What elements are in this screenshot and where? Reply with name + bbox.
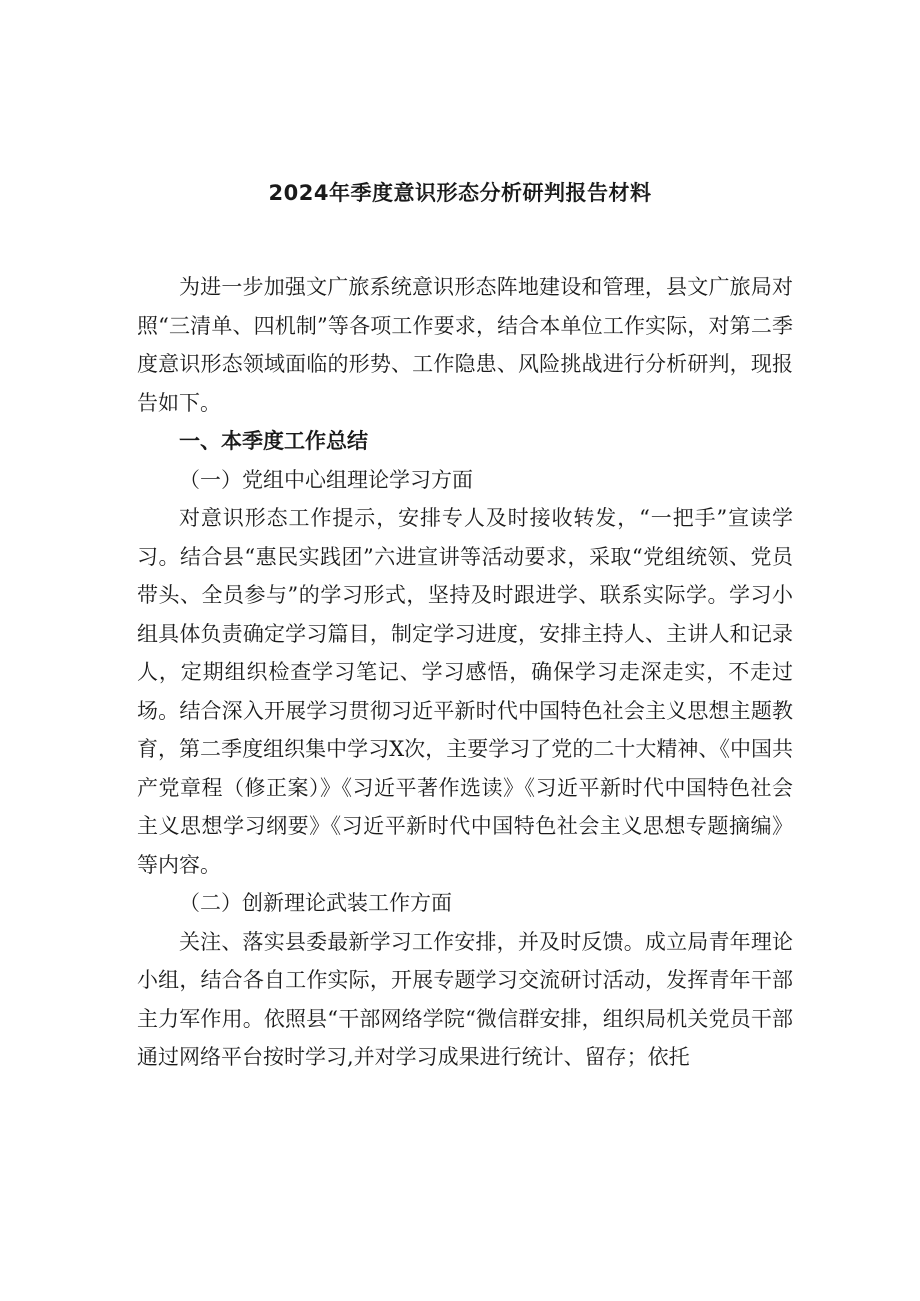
- section-heading-1: 一、本季度工作总结: [179, 429, 368, 453]
- intro-paragraph: 为进一步加强文广旅系统意识形态阵地建设和管理，县文广旅局对照“三清单、四机制”等各项工作要求，结合本单位工作实际，对第二季度意识形态领域面临的形势、工作隐患、风险挑战进行分析研判，现报告如下。: [137, 275, 793, 415]
- subsection-paragraph-1: 对意识形态工作提示，安排专人及时接收转发，“一把手”宣读学习。结合县“惠民实践团”六进宣讲等活动要求，采取“党组统领、党员带头、全员参与”的学习形式，坚持及时跟进学、联系实际学。学习小组具体负责确定学习篇目，制定学习进度，安排主持人、主讲人和记录人，定期组织检查学习笔记、学习感悟，确保学习走深走实，不走过场。结合深入开展学习贯彻习近平新时代中国特色社会主义思想主题教育，第二季度组织集中学习X次，主要学习了党的二十大精神、《中国共产党章程（修正案）》《习近平著作选读》《习近平新时代中国特色社会主义思想学习纲要》《习近平新时代中国特色社会主义思想专题摘编》等内容。: [137, 506, 793, 877]
- subsection-heading-2: （二）创新理论武装工作方面: [179, 891, 452, 915]
- subsection-paragraph-2: 关注、落实县委最新学习工作安排，并及时反馈。成立局青年理论小组，结合各自工作实际，开展专题学习交流研讨活动，发挥青年干部主力军作用。依照县“干部网络学院“微信群安排，组织局机关党员干部通过网络平台按时学习,并对学习成果进行统计、留存；依托: [137, 929, 793, 1069]
- document-body: [137, 268, 793, 1077]
- subsection-heading-1: （一）党组中心组理论学习方面: [179, 467, 473, 492]
- document-title: 2024年季度意识形态分析研判报告材料: [268, 181, 652, 205]
